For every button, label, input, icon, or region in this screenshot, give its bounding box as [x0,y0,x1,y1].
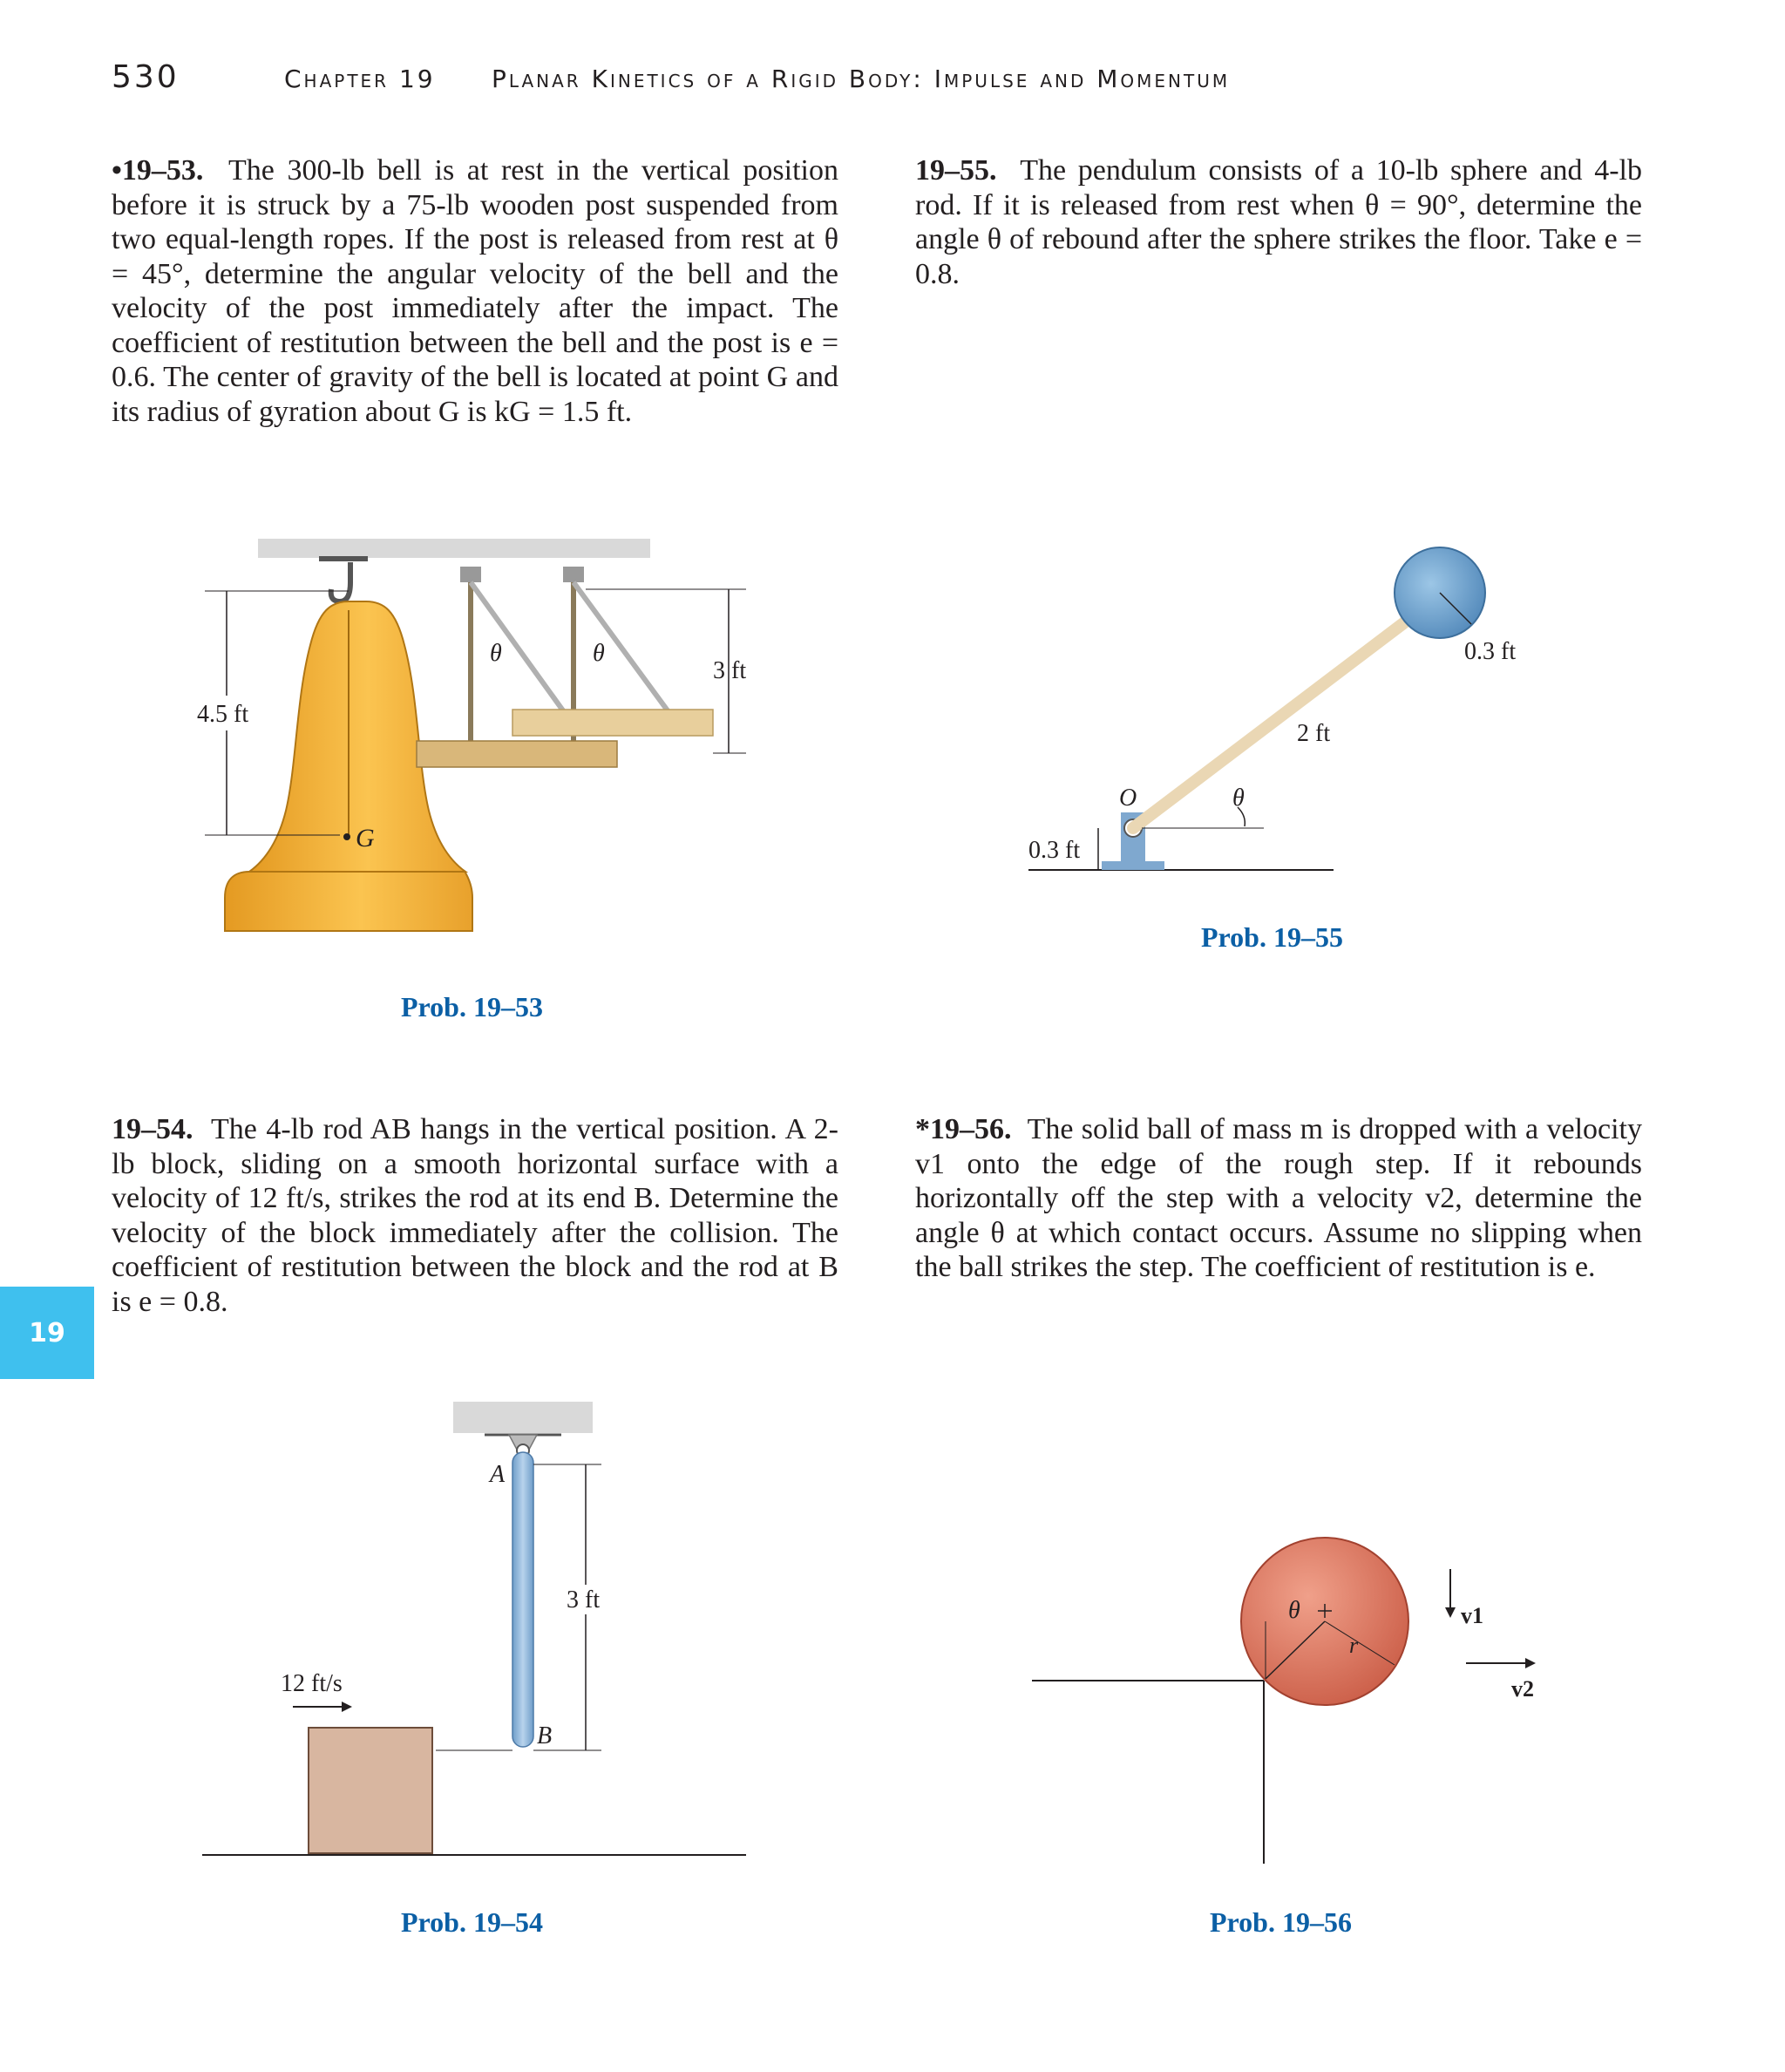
rod-label-b: B [537,1722,553,1749]
rope-left-swung [471,582,565,713]
pendulum-figure [1028,547,1516,953]
rod-block-figure [202,1402,746,1938]
problem-19-56-number: *19–56. [915,1113,1012,1145]
point-g-label: G [356,824,375,853]
rod-length-label: 2 ft [1297,720,1331,747]
bell-rim [225,872,472,931]
sliding-block [309,1728,432,1853]
sphere-radius-label: 0.3 ft [1464,638,1517,665]
hook [331,562,350,601]
ball-radius-label: r [1349,1633,1359,1658]
problem-19-53-number: •19–53. [112,154,204,187]
hanger-left-mount [460,567,481,582]
ball-step-figure [1032,1538,1536,1938]
ceiling [258,539,650,558]
theta-left-label: θ [490,640,502,667]
chapter-label: Chapter 19 [284,65,436,93]
rope-right-swung [574,582,669,713]
rod-length-label: 3 ft [567,1586,601,1613]
center-of-gravity-dot [343,833,350,840]
pivot-o-label: O [1119,785,1137,812]
pendulum-theta-label: θ [1232,785,1245,812]
caption-19-55: Prob. 19–55 [1201,921,1343,953]
bell-figure [193,539,746,1022]
drop-label: 3 ft [713,657,747,684]
page-number: 530 [112,59,180,95]
v1-arrowhead [1445,1607,1456,1618]
problem-19-54-body: The 4-lb rod AB hangs in the vertical position. A 2-lb block, sliding on a smooth horizontal surface with a velocity of 12 ft/s, strikes the rod at its end B. Determine the velocity of the block immediately after the collision. The coefficient of restitution between the block and the rod at B is e = 0.8. [112,1113,838,1318]
rod-ab [512,1452,533,1747]
caption-19-56: Prob. 19–56 [1210,1906,1352,1938]
post-swung [512,710,713,736]
v1-label: v1 [1461,1603,1483,1628]
problem-19-55-body: The pendulum consists of a 10-lb sphere and 4-lb rod. If it is released from rest when θ = 90°, determine the angle θ of rebound after the sphere strikes the floor. Take e = 0.8. [915,154,1642,290]
velocity-arrowhead [342,1702,352,1712]
rod-ceiling [453,1402,593,1433]
chapter-tab[interactable]: 19 [0,1287,94,1379]
theta-right-label: θ [593,640,605,667]
v2-arrowhead [1525,1658,1536,1668]
problem-19-54-number: 19–54. [112,1113,193,1145]
problem-19-55-number: 19–55. [915,154,997,187]
caption-19-53: Prob. 19–53 [401,991,543,1022]
chapter-title: Planar Kinetics of a Rigid Body: Impulse and Momentum [492,65,1231,93]
rod-label-a: A [490,1461,506,1488]
pivot-height-label: 0.3 ft [1028,837,1081,864]
velocity-label: 12 ft/s [281,1670,343,1697]
v2-label: v2 [1511,1676,1534,1702]
problem-19-56-body: The solid ball of mass m is dropped with a velocity v1 onto the edge of the rough step. If it rebounds horizontally off the step with a velocity v2, determine the angle θ at which contact occurs. Assume no slipping when the ball strikes the step. The coefficient of restitution is e. [915,1113,1642,1283]
problem-19-53-body: The 300-lb bell is at rest in the vertical position before it is struck by a 75-lb wooden post suspended from two equal-length ropes. If the post is released from rest at θ = 45°, determine the angular velocity of the bell and the velocity of the post immediately after the impact. The coefficient of restitution between the bell and the post is e = 0.6. The center of gravity of the bell is located at point G and its radius of gyration about G is kG = 1.5 ft. [112,154,838,428]
caption-19-54: Prob. 19–54 [401,1906,543,1938]
post-rest [417,741,617,767]
hanger-right-mount [563,567,584,582]
pendulum-rod [1133,610,1421,828]
height-label: 4.5 ft [197,701,249,728]
contact-theta-label: θ [1288,1597,1300,1624]
